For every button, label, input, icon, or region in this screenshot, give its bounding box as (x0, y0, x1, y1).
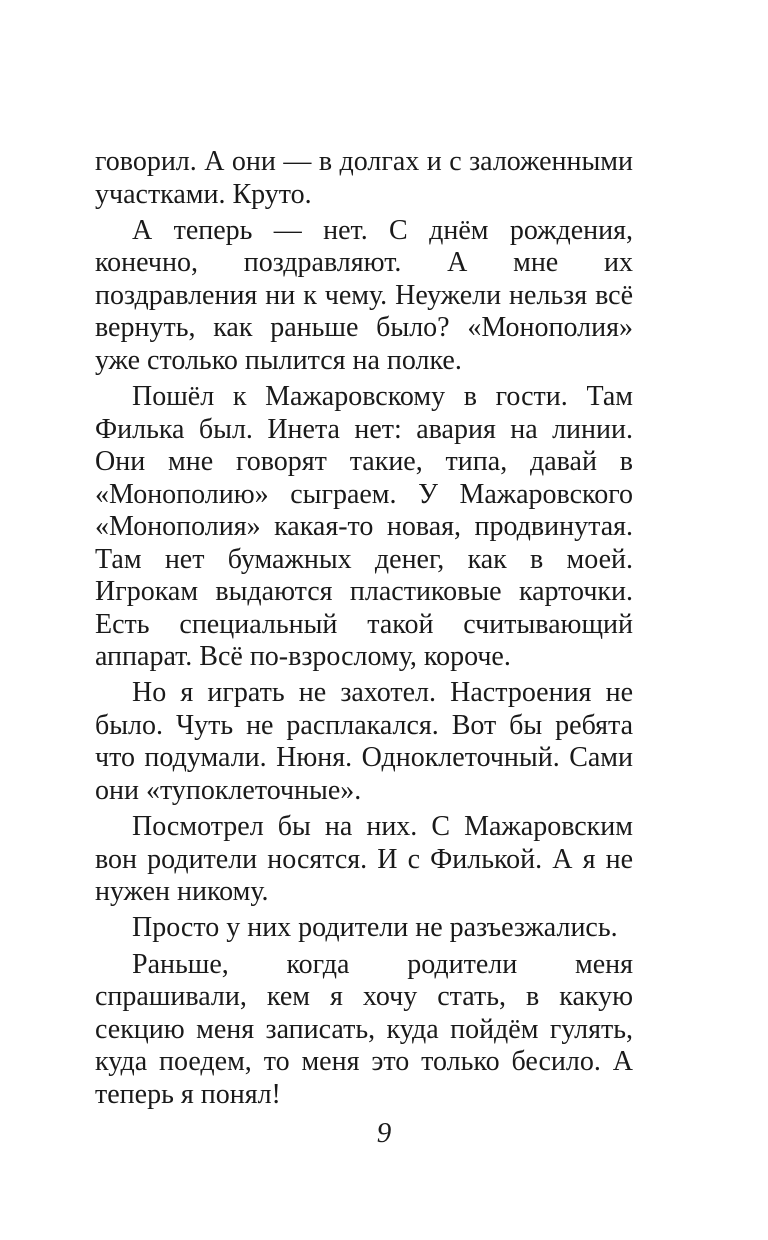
paragraph-4: Но я играть не захотел. Настроения не было. Чуть не расплакался. Вот бы ребята что подумали. Нюня. Одноклеточный. Сами они «тупоклеточные». (95, 677, 633, 806)
paragraph-1: говорил. А они — в долгах и с заложенными участками. Круто. (95, 146, 633, 210)
body-text (95, 146, 633, 1111)
paragraph-7: Раньше, когда родители меня спрашивали, кем я хочу стать, в какую секцию меня записать, куда пойдём гулять, куда поедем, то меня это только бесило. А теперь я понял! (95, 948, 633, 1110)
paragraph-6: Просто у них родители не разъезжались. (132, 912, 618, 944)
paragraph-5: Посмотрел бы на них. С Мажаровским вон родители носятся. И с Филькой. А я не нужен никому. (95, 811, 633, 908)
paragraph-2: А теперь — нет. С днём рождения, конечно, поздравляют. А мне их поздравления ни к чему. Неужели нельзя всё вернуть, как раньше было? «Монополия» уже столько пылится на полке. (95, 214, 633, 376)
paragraph-3: Пошёл к Мажаровскому в гости. Там Филька был. Инета нет: авария на линии. Они мне говорят такие, типа, давай в «Монополию» сыграем. У Мажаровского «Монополия» какая-то новая, продвинутая. Там нет бумажных денег, как в моей. Игрокам выдаются пластиковые карточки. Есть специальный такой считывающий аппарат. Всё по-взрослому, короче. (95, 381, 633, 673)
page-number: 9 (376, 1117, 392, 1149)
